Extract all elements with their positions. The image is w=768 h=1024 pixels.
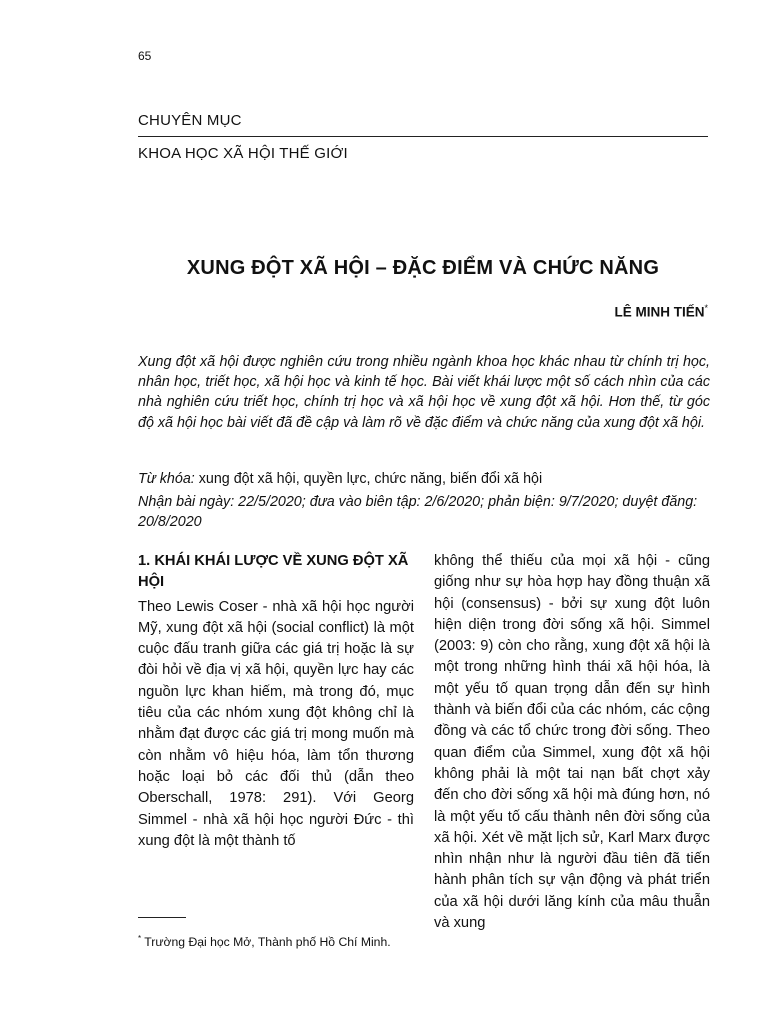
- footnote-text: Trường Đại học Mở, Thành phố Hồ Chí Minh.: [144, 935, 391, 950]
- keywords-value: xung đột xã hội, quyền lực, chức năng, biến đổi xã hội: [198, 471, 543, 487]
- section-heading: 1. KHÁI KHÁI LƯỢC VỀ XUNG ĐỘT XÃ HỘI: [138, 553, 409, 591]
- submission-dates: Nhận bài ngày: 22/5/2020; đưa vào biên tập: 2/6/2020; phản biện: 9/7/2020; duyệt đăng: 20/8/2020: [138, 494, 698, 531]
- author-footnote-mark: *: [704, 303, 708, 313]
- right-column-text: không thể thiếu của mọi xã hội - cũng giống như sự hòa hợp hay đồng thuận xã hội (consensus) - bởi sự xung đột luôn hiện diện trong đời sống xã hội. Simmel (2003: 9) còn cho rằng, xung đột xã hội là một trong những hình thái xã hội hóa, là một yếu tố quan trọng dẫn đến sự hình thành và biến đổi của các nhóm, các cộng đồng và các tổ chức trong đời sống. Theo quan điểm của Simmel, xung đột xã hội không phải là một tai nạn bất chợt xảy đến cho đời sống xã hội mà đúng hơn, nó là một yếu tố cấu thành nên đời sống của xã hội. Xét về mặt lịch sử, Karl Marx được nhìn nhận như là người đầu tiên đã tiến hành phân tích sự vận động và phát triển của xã hội dưới lăng kính của mâu thuẫn và xung: [434, 553, 710, 932]
- subsection-label: KHOA HỌC XÃ HỘI THẾ GIỚI: [138, 145, 348, 162]
- footnote: [138, 930, 414, 951]
- left-column: [138, 551, 414, 852]
- author-name: LÊ MINH TIẾN: [614, 304, 705, 320]
- abstract: Xung đột xã hội được nghiên cứu trong nhiều ngành khoa học khác nhau từ chính trị học, nhân học, triết học, xã hội học và kinh tế học. Bài viết khái lược một số cách nhìn của các nhà nghiên cứu triết học, chính trị học và xã hội học về xung đột xã hội. Hơn thế, từ góc độ xã hội học bài viết đã đề cập và làm rõ về đặc điểm và chức năng của xung đột xã hội.: [138, 354, 710, 431]
- right-column: [434, 551, 710, 934]
- section-label: CHUYÊN MỤC: [138, 112, 242, 129]
- article-title: XUNG ĐỘT XÃ HỘI – ĐẶC ĐIỂM VÀ CHỨC NĂNG: [186, 257, 660, 279]
- footnote-divider: [138, 917, 186, 918]
- author-line: [614, 303, 708, 320]
- page-number: 65: [138, 49, 152, 63]
- footnote-mark: *: [138, 934, 142, 943]
- keywords-line: [138, 469, 710, 489]
- left-column-text: Theo Lewis Coser - nhà xã hội học người Mỹ, xung đột xã hội (social conflict) là một cuộc đấu tranh giữa các giá trị hoặc là sự đòi hỏi về địa vị xã hội, quyền lực hay các nguồn lực khan hiếm, mà trong đó, mục tiêu của các nhóm xung đột không chỉ là nhằm đạt được các giá trị mong muốn mà còn nhằm vô hiệu hóa, làm tổn thương hoặc loại bỏ các đối thủ (dẫn theo Oberschall, 1978: 291). Với Georg Simmel - nhà xã hội học người Đức - thì xung đột là một thành tố: [138, 598, 414, 849]
- header-divider: [138, 136, 708, 137]
- keywords-label: Từ khóa:: [138, 471, 195, 487]
